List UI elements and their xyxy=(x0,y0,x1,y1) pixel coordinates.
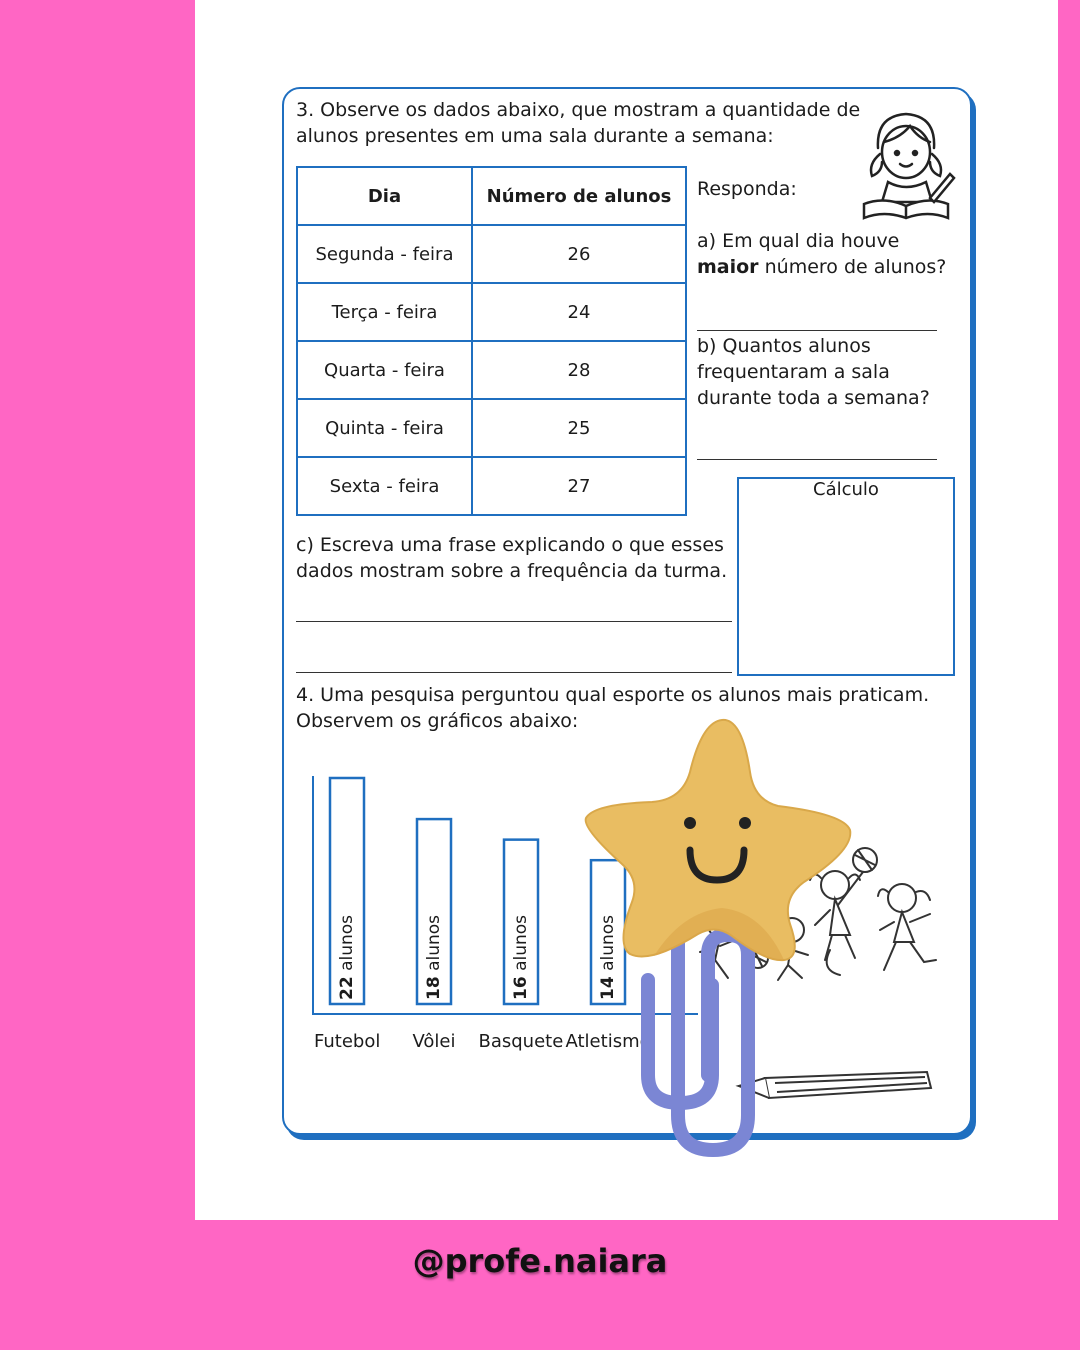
table-cell-day: Terça - feira xyxy=(297,283,472,341)
table-row xyxy=(297,341,686,399)
table-row xyxy=(297,225,686,283)
table-row xyxy=(297,457,686,515)
attendance-table xyxy=(296,166,687,516)
q3-intro: 3. Observe os dados abaixo, que mostram a quantidade de alunos presentes em uma sala durante a semana: xyxy=(296,99,861,147)
respond-label: Responda: xyxy=(697,178,797,200)
table-row xyxy=(297,399,686,457)
category-label: Vôlei xyxy=(412,1031,456,1052)
category-label: Futebol xyxy=(314,1031,381,1052)
girl-reading-icon xyxy=(860,108,956,222)
table-cell-count: 28 xyxy=(472,341,686,399)
table-row xyxy=(297,283,686,341)
table-cell-day: Sexta - feira xyxy=(297,457,472,515)
question-a-prefix: a) Em qual dia houve xyxy=(697,230,900,252)
calculation-label: Cálculo xyxy=(813,479,879,500)
bar-value-label: 14 alunos xyxy=(598,914,618,1000)
q4-intro: 4. Uma pesquisa perguntou qual esporte os alunos mais praticam. Observem os gráficos abaixo: xyxy=(296,684,930,732)
column-header: Número de alunos xyxy=(472,167,686,225)
bar-value-label: 22 alunos xyxy=(337,914,357,1000)
question-a-suffix: número de alunos? xyxy=(764,256,947,278)
bar-value-label: 16 alunos xyxy=(511,914,531,1000)
table-cell-count: 24 xyxy=(472,283,686,341)
table-cell-day: Quarta - feira xyxy=(297,341,472,399)
table-cell-day: Segunda - feira xyxy=(297,225,472,283)
question-a xyxy=(697,228,959,280)
answer-line-c2[interactable] xyxy=(296,672,732,673)
question-a-bold: maior xyxy=(697,256,759,278)
calculation-box[interactable] xyxy=(737,477,955,676)
category-label: Basquete xyxy=(478,1031,564,1052)
table-cell-count: 27 xyxy=(472,457,686,515)
table-cell-count: 26 xyxy=(472,225,686,283)
answer-line-b[interactable] xyxy=(697,459,937,460)
question-b: b) Quantos alunos frequentaram a sala durante toda a semana? xyxy=(697,335,930,409)
star-sticker-icon xyxy=(582,712,854,962)
question-c: c) Escreva uma frase explicando o que esses dados mostram sobre a frequência da turma. xyxy=(296,534,728,582)
table-header-row xyxy=(297,167,686,225)
table-cell-count: 25 xyxy=(472,399,686,457)
bar-value-label: 18 alunos xyxy=(424,914,444,1000)
answer-line-a[interactable] xyxy=(697,330,937,331)
category-label: Atletismo xyxy=(565,1031,651,1052)
author-handle: @profe.naiara xyxy=(412,1242,668,1280)
column-header: Dia xyxy=(297,167,472,225)
answer-line-c1[interactable] xyxy=(296,621,732,622)
table-cell-day: Quinta - feira xyxy=(297,399,472,457)
